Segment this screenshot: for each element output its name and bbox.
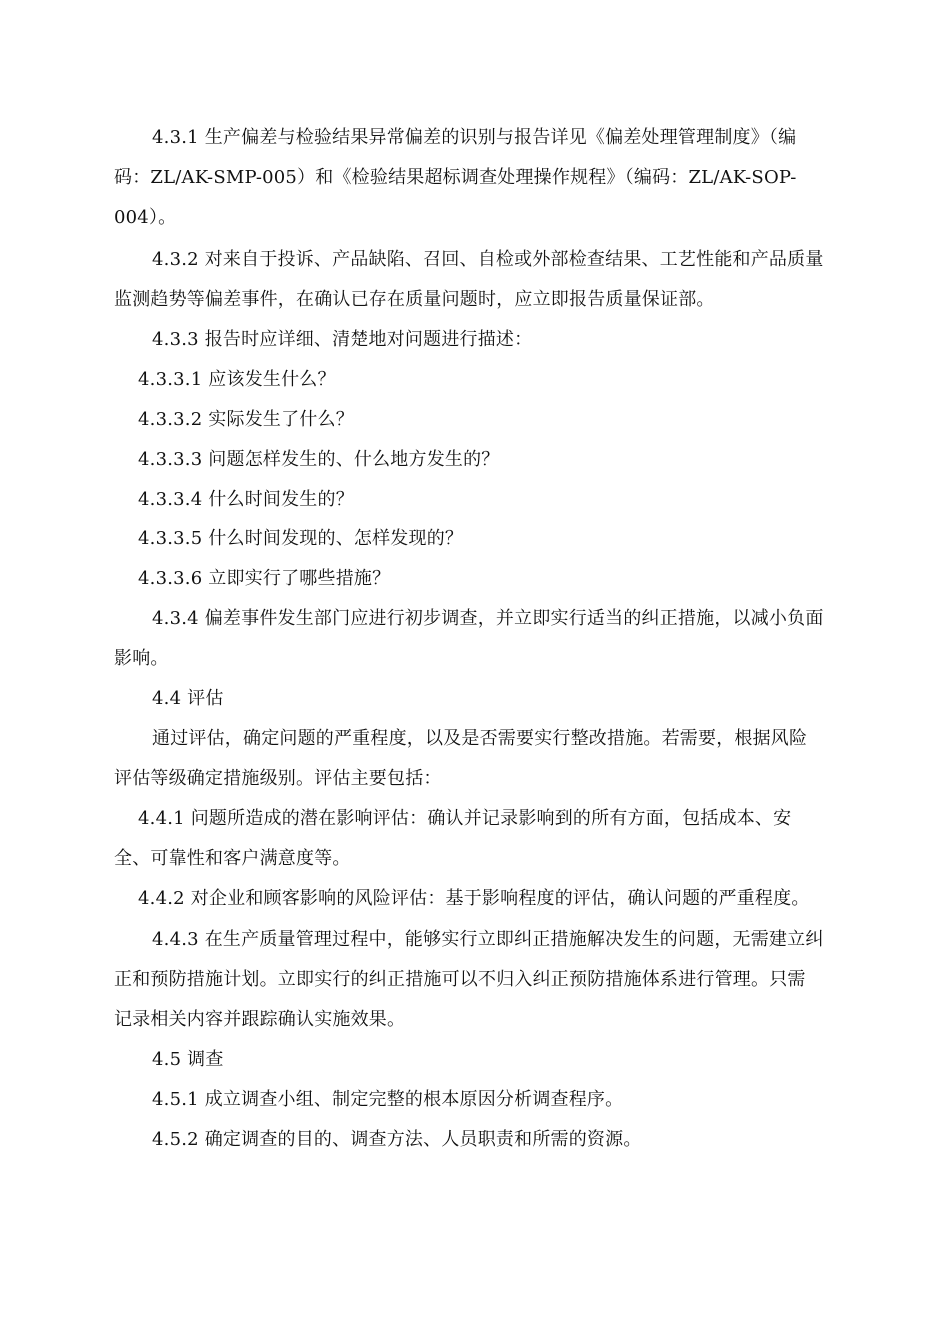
text-line: 码：ZL/AK-SMP-005）和《检验结果超标调查处理操作规程》（编码：ZL/AK-SOP- [114, 167, 797, 188]
text-line: 4.3.2 对来自于投诉、产品缺陷、召回、自检或外部检查结果、工艺性能和产品质量 [152, 249, 824, 270]
text-line: 4.3.4 偏差事件发生部门应进行初步调查，并立即实行适当的纠正措施，以减小负面 [152, 608, 824, 629]
text-line: 通过评估，确定问题的严重程度，以及是否需要实行整改措施。若需要，根据风险 [152, 728, 808, 749]
text-line: 全、可靠性和客户满意度等。 [114, 848, 351, 869]
text-line: 4.3.3.4 什么时间发生的？ [138, 489, 354, 510]
text-line: 004）。 [114, 207, 177, 228]
section-heading: 4.5 调查 [152, 1049, 224, 1070]
text-line: 正和预防措施计划。立即实行的纠正措施可以不归入纠正预防措施体系进行管理。只需 [114, 969, 806, 990]
text-line: 4.5.2 确定调查的目的、调查方法、人员职责和所需的资源。 [152, 1129, 642, 1150]
text-line: 监测趋势等偏差事件，在确认已存在质量问题时，应立即报告质量保证部。 [114, 289, 715, 310]
text-line: 4.3.3.2 实际发生了什么？ [138, 409, 354, 430]
text-line: 4.3.3.1 应该发生什么？ [138, 369, 336, 390]
text-line: 4.3.3 报告时应详细、清楚地对问题进行描述： [152, 329, 533, 350]
text-line: 影响。 [114, 648, 169, 669]
text-line: 4.3.1 生产偏差与检验结果异常偏差的识别与报告详见《偏差处理管理制度》（编 [152, 127, 797, 148]
text-line: 4.5.1 成立调查小组、制定完整的根本原因分析调查程序。 [152, 1089, 624, 1110]
text-line: 记录相关内容并跟踪确认实施效果。 [114, 1009, 406, 1030]
text-line: 4.4.2 对企业和顾客影响的风险评估：基于影响程度的评估，确认问题的严重程度。 [138, 888, 810, 909]
text-line: 4.4.1 问题所造成的潜在影响评估：确认并记录影响到的所有方面，包括成本、安 [138, 808, 792, 829]
text-line: 4.3.3.6 立即实行了哪些措施？ [138, 568, 391, 589]
text-line: 4.3.3.3 问题怎样发生的、什么地方发生的？ [138, 449, 500, 470]
text-line: 评估等级确定措施级别。评估主要包括： [114, 768, 442, 789]
text-line: 4.4.3 在生产质量管理过程中，能够实行立即纠正措施解决发生的问题，无需建立纠 [152, 929, 824, 950]
text-line: 4.3.3.5 什么时间发现的、怎样发现的？ [138, 528, 464, 549]
section-heading: 4.4 评估 [152, 688, 224, 709]
